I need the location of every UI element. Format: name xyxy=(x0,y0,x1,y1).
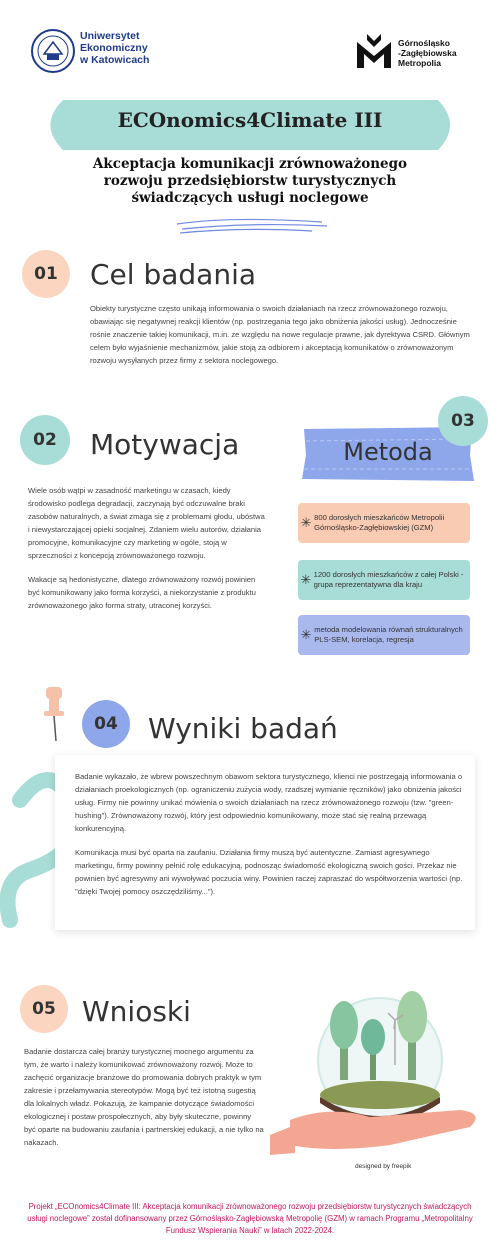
page-subtitle: Akceptacja komunikacji zrównoważonego rozwoju przedsiębiorstw turystycznych świadczących usługi noclegowe xyxy=(92,156,408,206)
wyniki-paragraph: Badanie wykazało, że wbrew powszechnym obawom sektora turystycznego, klienci nie postrzegają informowania o działaniach proekologicznych (np. ograniczeniu zużycia wody, rzadszej wymianie ręczników) jako obniżenia jakości usług. Firmy nie powinny unikać mówienia o swoich działaniach na rzecz zrównoważonego rozwoju (tzw. "green-hushing"). Zrównoważony rozwój, który jest odpowiednio komunikowany, może stać się realną przewagą konkurencyjną. xyxy=(75,772,463,833)
university-seal-icon xyxy=(30,28,76,74)
asterisk-icon: ✳ xyxy=(300,627,312,642)
method-item-1 xyxy=(298,503,470,543)
metropolis-name: Górnośląsko -Zagłębiowska Metropolia xyxy=(398,38,457,68)
section-number-04: 04 xyxy=(82,700,130,748)
section-heading-motywacja: Motywacja xyxy=(90,428,240,461)
method-item-2 xyxy=(298,560,470,600)
method-item-text: 1200 dorosłych mieszkańców z całej Polski - grupa reprezentatywna dla kraju xyxy=(313,570,464,589)
section-text-cel: Obiekty turystyczne często unikają informowania o swoich działaniach na rzecz zrównoważonego rozwoju, obawiając się negatywnej reakcji klientów (np. postrzegania tego jako obniżenia jakości usług). Jednocześnie rośnie znaczenie takiej komunikacji, m.in. ze względu na nowe regulacje prawne, jak dyrektywa CSRD. Głównym celem było wyjaśnienie mechanizmów, jakie stoją za odbiorem i akceptacją komunikatów o zrównoważonym rozwoju wysyłanych przez firmy z sektora noclegowego. xyxy=(90,304,470,365)
pushpin-icon xyxy=(40,683,70,743)
funding-note: Projekt „ECOnomics4Climate III: Akceptacja komunikacji zrównoważonego rozwoju przedsiębiorstw turystycznych świadczących usługi noclegowe” został dofinansowany przez Górnośląsko-Zagłębiowską Metropolię (GZM) w ramach Programu „Metropolitalny Fundusz Wspierania Nauki” w latach 2022-2024. xyxy=(27,1202,473,1235)
motywacja-paragraph: Wiele osób wątpi w zasadność marketingu w czasach, kiedy środowisko podlega degradacji, zaczynają być odczuwalne braki zasobów naturalnych, a świat zmaga się z problemami głodu, ubóstwa i niewystarczającej opieki socjalnej. Zdaniem wielu autorów, działania promocyjne, komunikacyjne czy marketing w ogóle, stoją w sprzeczności z koncepcją zrównoważonego rozwoju. xyxy=(28,486,265,560)
section-heading-cel: Cel badania xyxy=(90,258,257,291)
page-title: ECOnomics4Climate III xyxy=(117,108,383,132)
motywacja-paragraph: Wakacje są hedonistyczne, dlatego zrównoważony rozwój powinien być komunikowany jako forma korzyści, a niekorzystanie z produktu zrównoważonego jako forma straty, utraconej korzyści. xyxy=(28,575,256,610)
gzm-mark-icon xyxy=(355,32,393,70)
section-number-03: 03 xyxy=(438,396,488,446)
section-heading-wnioski: Wnioski xyxy=(82,995,191,1028)
section-number-05: 05 xyxy=(20,985,68,1033)
asterisk-icon: ✳ xyxy=(300,515,312,530)
scribble-decoration xyxy=(172,214,332,236)
method-item-3 xyxy=(298,615,470,655)
method-item-text: 800 dorosłych mieszkańców Metropolii Górnośląsko-Zagłębiowskiej (GZM) xyxy=(314,513,445,532)
section-heading-metoda: Metoda xyxy=(343,438,433,466)
section-number-01: 01 xyxy=(22,250,70,298)
section-heading-wyniki: Wyniki badań xyxy=(148,712,338,745)
section-number-02: 02 xyxy=(20,415,70,465)
asterisk-icon: ✳ xyxy=(300,572,312,587)
wyniki-paragraph: Komunikacja musi być oparta na zaufaniu. Działania firmy muszą być autentyczne. Zamiast agresywnego marketingu, firmy powinny pełnić rolę edukacyjną, podnosząc świadomość ekologiczną swoich gości. Przekaz nie powinien być agresywny ani wywoływać poczucia winy. Powinien raczej zapraszać do współtworzenia wartości (np. "dzięki Twojej pomocy oszczędziliśmy..."). xyxy=(75,848,463,896)
university-logo xyxy=(30,28,76,74)
freepik-credit: designed by freepik xyxy=(355,1163,412,1170)
hand-globe-illustration xyxy=(270,985,490,1160)
section-text-wnioski: Badanie dostarcza całej branży turystycznej mocnego argumentu za tym, że warto i należy komunikować zrównoważony rozwój. Może to zachęcić organizacje branżowe do promowania dobrych praktyk w tym zakresie i przełamywania stereotypów. Mogą być też istotną sugestią dla lokalnych władz. Pokazują, że kampanie dotyczące świadomości ekologicznej i postaw prospołecznych, aby były skuteczne, powinny być oparte na budowaniu zaufania i partnerskiej edukacji, a nie tylko na nakazach. xyxy=(24,1047,264,1147)
method-item-text: metoda modelowania równań strukturalnych PLS-SEM, korelacja, regresja xyxy=(314,625,463,644)
university-name: Uniwersytet Ekonomiczny w Katowicach xyxy=(80,30,150,66)
section-text-wyniki xyxy=(75,770,465,909)
section-text-motywacja xyxy=(28,484,266,623)
gzm-logo xyxy=(355,32,393,70)
